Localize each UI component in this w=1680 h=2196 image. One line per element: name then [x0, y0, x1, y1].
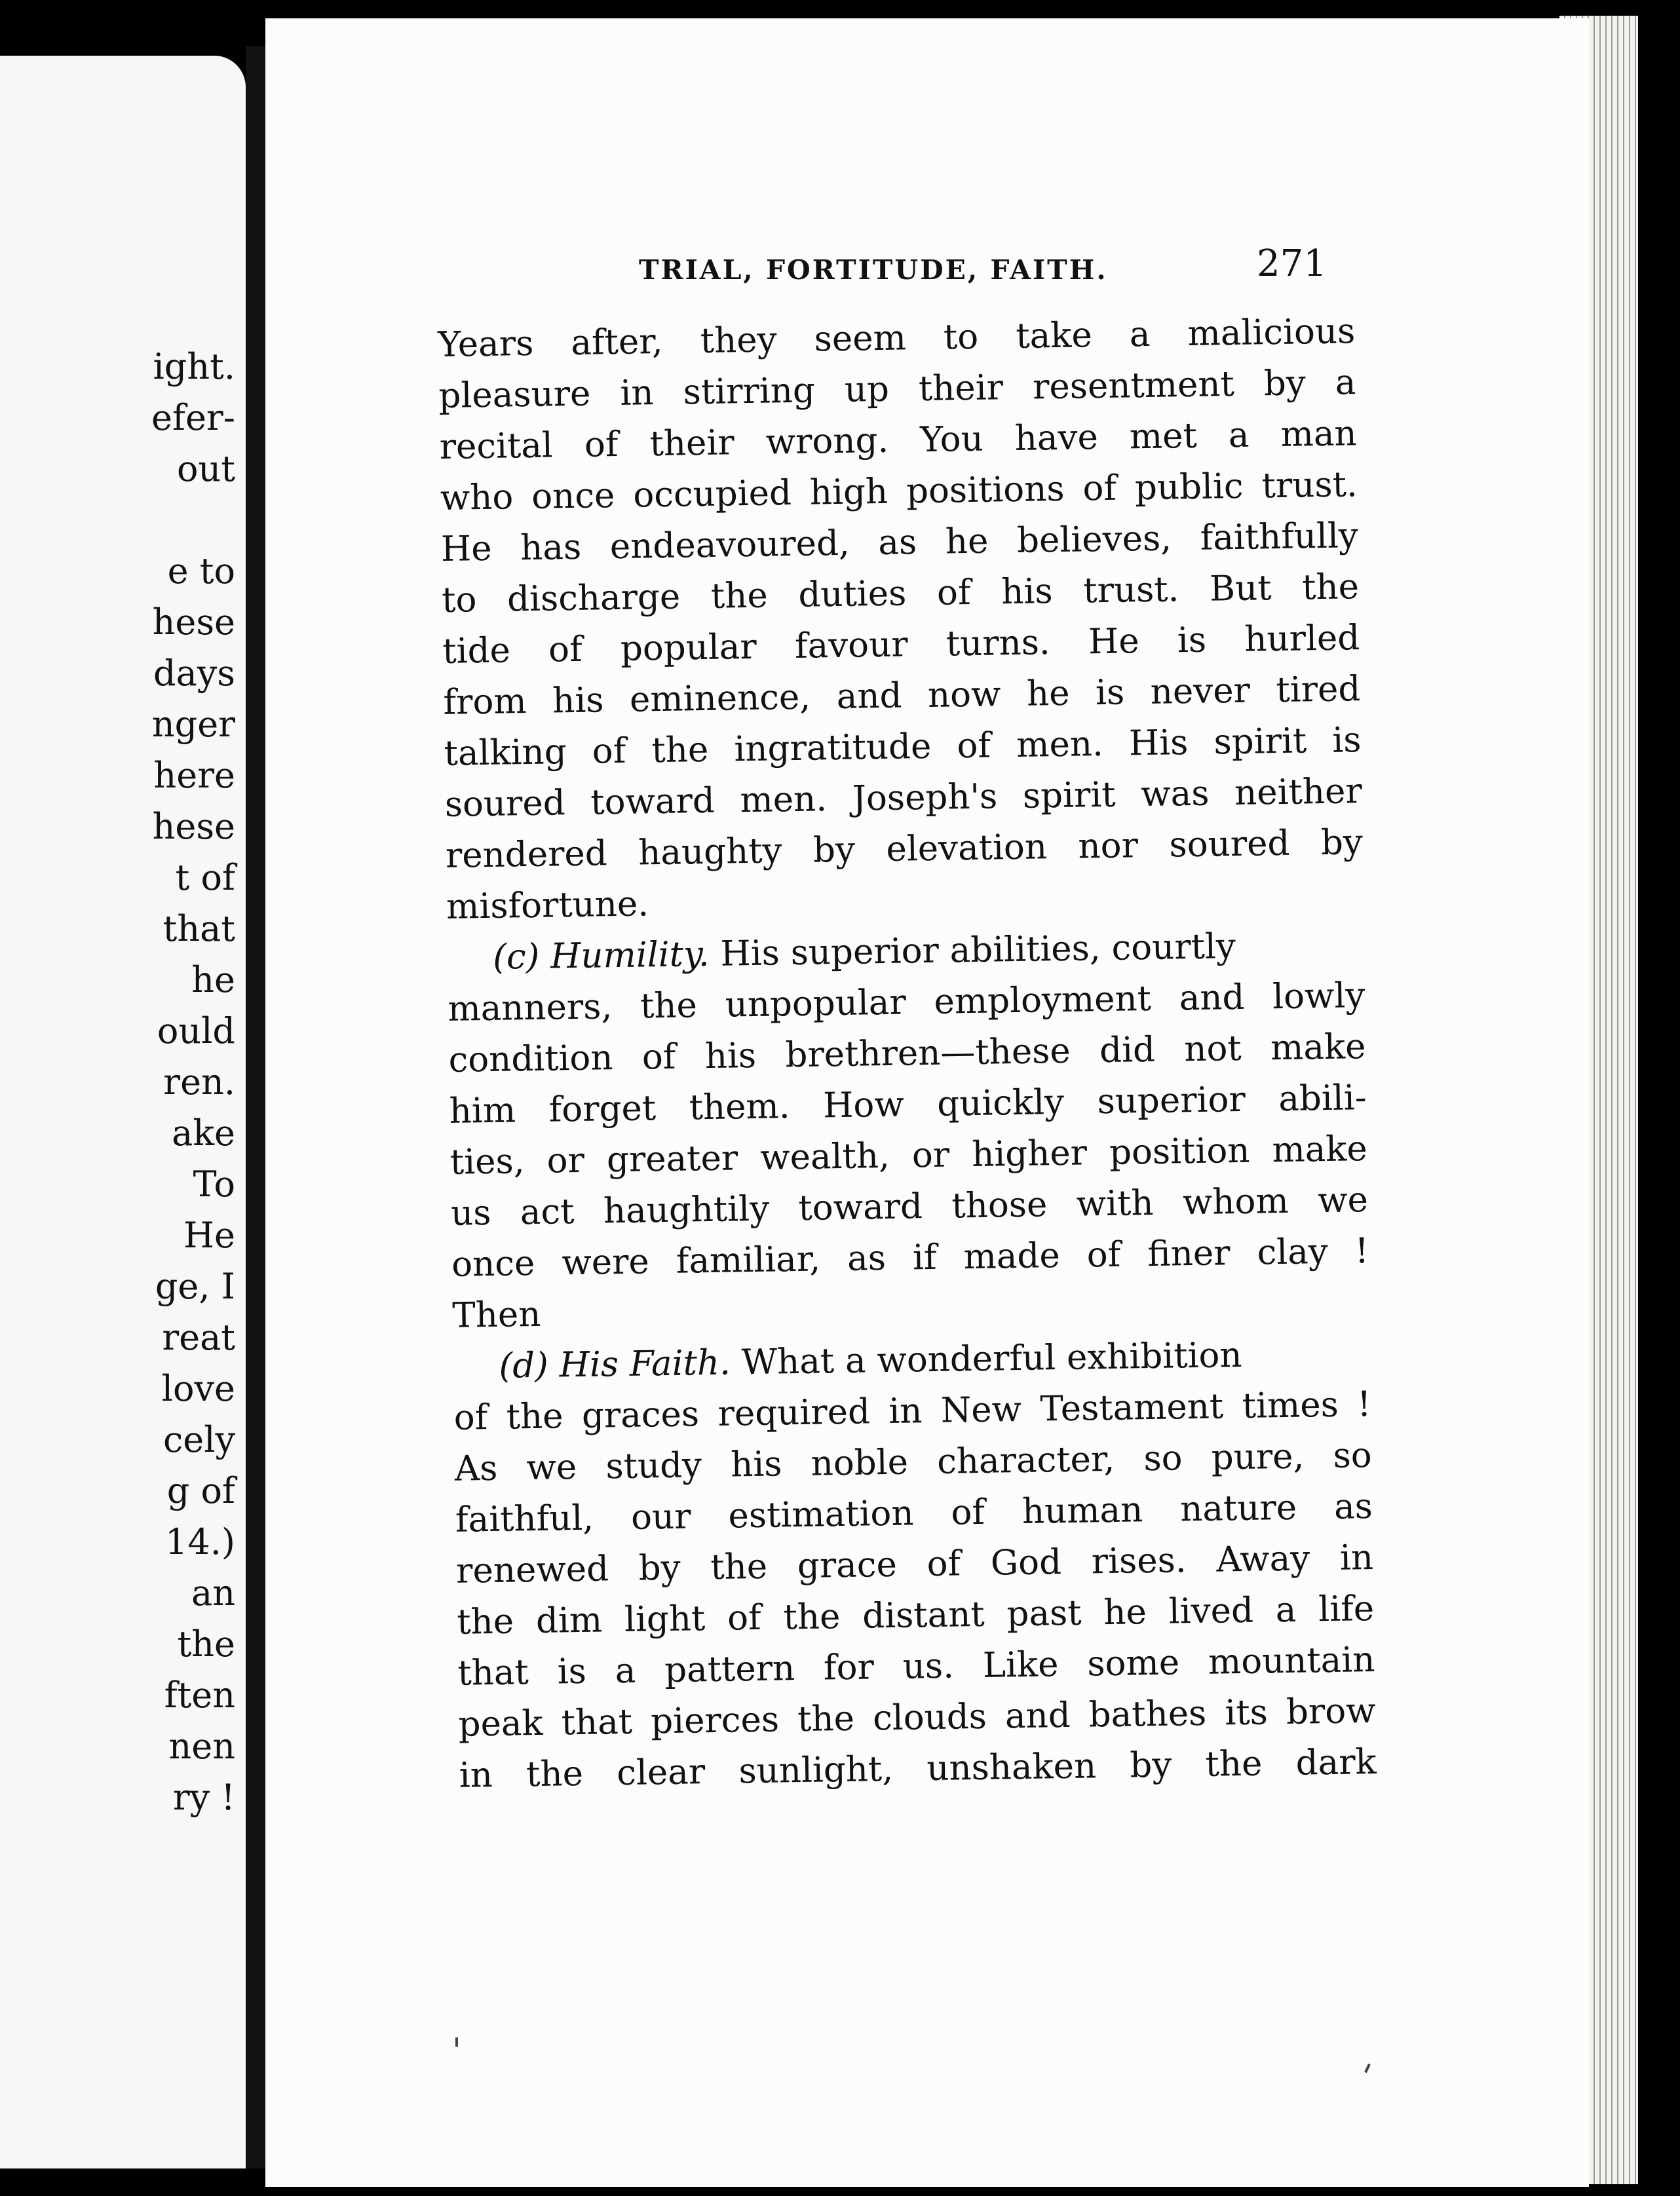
text-line: recital of their wrong. You have met a man — [439, 413, 1358, 467]
left-fragment: He — [183, 1215, 235, 1256]
text-line: renewed by the grace of God rises. Away in — [455, 1538, 1374, 1591]
left-fragment: nen — [168, 1726, 235, 1767]
text-line: to discharge the duties of his trust. But the — [441, 567, 1360, 620]
left-fragment: ry ! — [172, 1777, 235, 1818]
text-line: He has endeavoured, as he believes, faithfully — [440, 516, 1359, 569]
left-fragment: cely — [163, 1419, 235, 1460]
section-heading-humility: (c) Humility. — [492, 934, 710, 977]
text-line: once were familiar, as if made of finer clay ! — [451, 1231, 1369, 1285]
page-number: 271 — [1257, 242, 1327, 285]
text-line: faithful, our estimation of human nature as — [455, 1486, 1373, 1540]
left-fragment: g of — [166, 1470, 235, 1511]
text-line: condition of his brethren—these did not make — [448, 1027, 1366, 1080]
text-line: us act haughtily toward those with whom we — [450, 1180, 1369, 1234]
text-line: ties, or greater wealth, or higher position make — [449, 1129, 1368, 1183]
left-fragment: nger — [151, 704, 235, 745]
left-fragment: t of — [175, 857, 235, 898]
left-fragment: ften — [164, 1675, 235, 1716]
left-fragment: hese — [152, 601, 235, 643]
left-fragment: days — [153, 653, 235, 694]
left-fragment: ren. — [163, 1061, 235, 1103]
left-fragment: ake — [172, 1112, 235, 1154]
left-fragment: 14.) — [165, 1521, 235, 1562]
left-fragment: that — [162, 908, 235, 949]
left-fragment: ould — [157, 1010, 235, 1051]
left-fragment: love — [161, 1368, 235, 1409]
left-fragment: efer- — [151, 397, 235, 438]
left-fragment: he — [191, 959, 235, 1000]
text-line: him forget them. How quickly superior abili- — [449, 1078, 1367, 1131]
section-heading-faith: (d) His Faith. — [499, 1342, 731, 1386]
text-line: of the graces required in New Testament times ! — [453, 1384, 1371, 1438]
text-line: peak that pierces the clouds and bathes its brow — [458, 1691, 1376, 1745]
text-line: talking of the ingratitude of men. His spirit is — [444, 720, 1362, 774]
left-fragment: reat — [162, 1317, 235, 1358]
left-fragment: out — [177, 448, 235, 489]
text-line: manners, the unpopular employment and lowly — [447, 975, 1365, 1029]
left-fragment: here — [153, 755, 235, 796]
left-page — [0, 56, 246, 2168]
text-line: As we study his noble character, so pure, so — [454, 1435, 1373, 1489]
book-gutter — [246, 46, 265, 2168]
text-line: that is a pattern for us. Like some mountain — [457, 1640, 1375, 1694]
text-line: soured toward men. Joseph's spirit was neither — [444, 771, 1363, 825]
left-fragment: the — [177, 1623, 235, 1665]
paper-speck — [455, 2037, 458, 2047]
left-fragment: e to — [167, 550, 235, 592]
text-line: the dim light of the distant past he lived a life — [456, 1589, 1375, 1642]
text-line: who once occupied high positions of public trust. — [440, 464, 1358, 518]
text-line: Years after, they seem to take a malicious — [437, 311, 1356, 365]
left-fragment: hese — [152, 806, 235, 847]
section-text: His superior abilities, courtly — [709, 926, 1236, 974]
left-fragment: ge, I — [155, 1266, 235, 1307]
text-line: misfortune. — [446, 884, 649, 927]
text-line: rendered haughty by elevation nor soured by — [445, 822, 1364, 876]
section-text: What a wonderful exhibition — [730, 1335, 1242, 1383]
text-line: pleasure in stirring up their resentment by a — [438, 362, 1356, 416]
text-line: tide of popular favour turns. He is hurled — [442, 618, 1360, 672]
left-fragment: ight. — [153, 346, 235, 387]
text-line: in the clear sunlight, unshaken by the dark — [459, 1741, 1377, 1796]
text-line: from his eminence, and now he is never tired — [443, 669, 1361, 723]
left-fragment: an — [191, 1572, 235, 1614]
running-head: TRIAL, FORTITUDE, FAITH. — [639, 254, 1108, 286]
left-fragment: To — [193, 1164, 235, 1205]
text-line: Then — [451, 1294, 541, 1336]
